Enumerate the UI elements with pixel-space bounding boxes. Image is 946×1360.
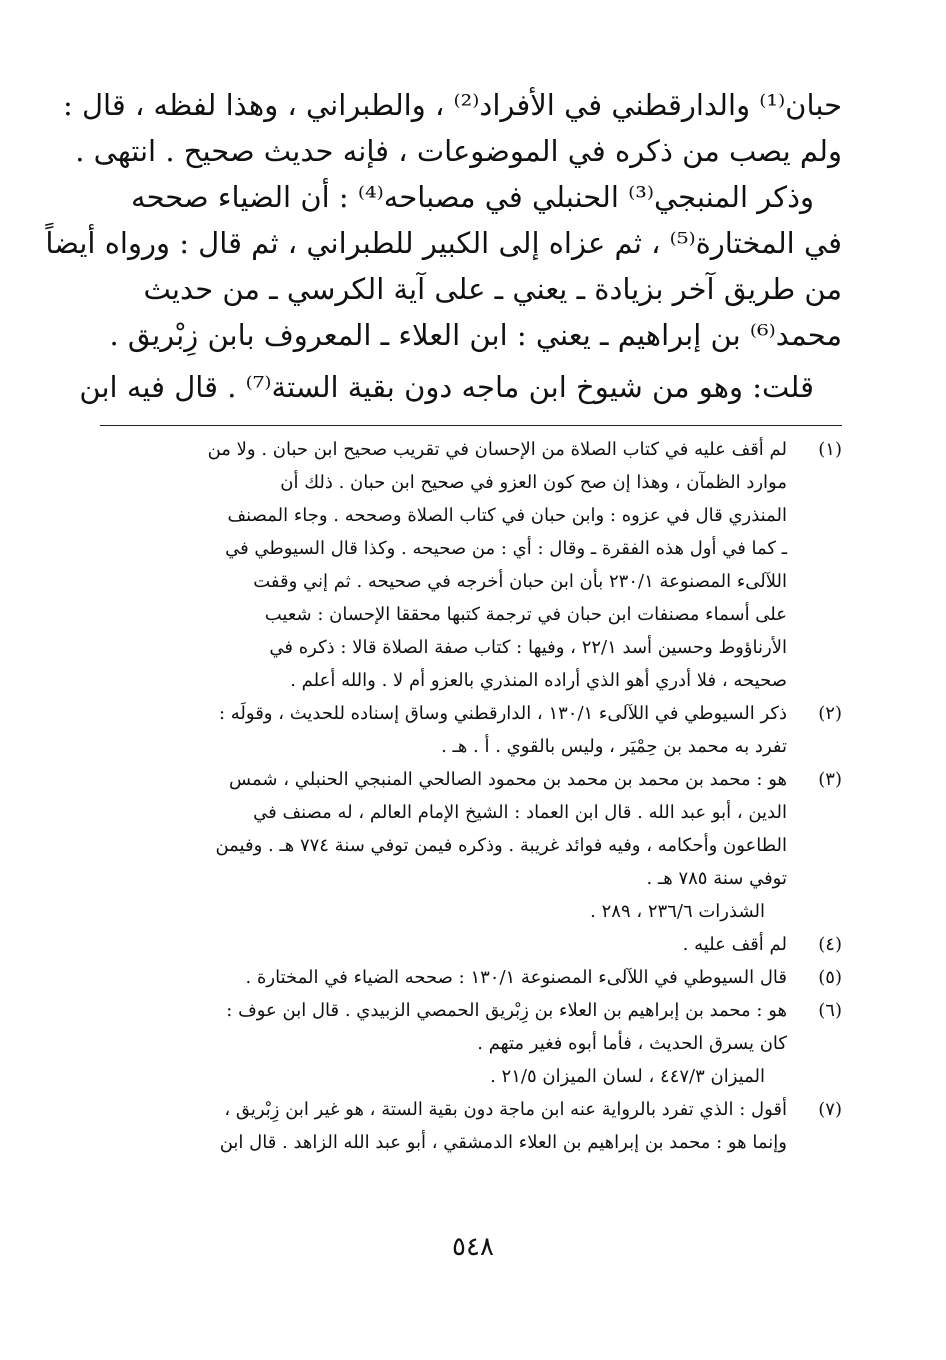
- footnotes: [100, 433, 842, 1159]
- footnote-separator: [100, 425, 842, 426]
- footnote-line: كان يسرق الحديث ، فأما أبوه فغير متهم .: [477, 1033, 787, 1054]
- footnote-line: هو : محمد بن إبراهيم بن العلاء بن زِبْريق الحمصي الزبيدي . قال ابن عوف :: [226, 1000, 787, 1021]
- footnote: [100, 1093, 842, 1159]
- footnote-line: صحيحه ، فلا أدري أهو الذي أراده المنذري بالعزو أم لا . والله أعلم .: [290, 670, 787, 691]
- main-text-block: [45, 82, 842, 410]
- footnote: [100, 928, 842, 961]
- footnote-number: (٧): [818, 1099, 842, 1120]
- footnote: [100, 433, 842, 697]
- footnote-line: الأرناؤوط وحسين أسد ٢٢/١ ، وفيها : كتاب صفة الصلاة قالا : ذكره في: [269, 637, 787, 658]
- main-text-line: محمد⁽⁶⁾ بن إبراهيم ـ يعني : ابن العلاء ـ المعروف بابن زِبْريق .: [109, 318, 842, 352]
- footnote-line: موارد الظمآن ، وهذا إن صح كون العزو في صحيح ابن حبان . ذلك أن: [280, 472, 787, 493]
- footnote: [100, 994, 842, 1093]
- footnote-line: تفرد به محمد بن حِمْيَر ، وليس بالقوي . أ . هـ .: [441, 736, 787, 757]
- footnote-number: (٦): [818, 1000, 842, 1021]
- footnote-line: توفي سنة ٧٨٥ هـ .: [646, 868, 787, 889]
- footnote-line: ـ كما في أول هذه الفقرة ـ وقال : أي : من صحيحه . وكذا قال السيوطي في: [225, 538, 787, 559]
- footnote-line: أقول : الذي تفرد بالرواية عنه ابن ماجة دون بقية الستة ، هو غير ابن زِبْريق ،: [224, 1099, 787, 1120]
- footnote-line: هو : محمد بن محمد بن محمد بن محمود الصالحي المنبجي الحنبلي ، شمس: [229, 769, 787, 790]
- main-text-line: في المختارة⁽⁵⁾ ، ثم عزاه إلى الكبير للطبراني ، ثم قال : ورواه أيضاً: [45, 226, 842, 260]
- footnote-number: (٣): [818, 769, 842, 790]
- main-text-line: من طريق آخر بزيادة ـ يعني ـ على آية الكرسي ـ من حديث: [143, 272, 842, 306]
- footnote-line: لم أقف عليه .: [682, 934, 787, 955]
- footnote-line: قال السيوطي في اللآلىء المصنوعة ١٣٠/١ : صححه الضياء في المختارة .: [245, 967, 787, 988]
- footnote-line: وإنما هو : محمد بن إبراهيم بن العلاء الدمشقي ، أبو عبد الله الزاهد . قال ابن: [219, 1132, 787, 1153]
- footnote-line: لم أقف عليه في كتاب الصلاة من الإحسان في تقريب صحيح ابن حبان . ولا من: [207, 439, 787, 460]
- footnote-reference: الميزان ٤٤٧/٣ ، لسان الميزان ٢١/٥ .: [490, 1066, 765, 1087]
- main-text-line: حبان⁽¹⁾ والدارقطني في الأفراد⁽²⁾ ، والطبراني ، وهذا لفظه ، قال :: [63, 88, 842, 122]
- footnote-line: اللآلىء المصنوعة ٢٣٠/١ بأن ابن حبان أخرجه في صحيحه . ثم إني وقفت: [253, 571, 787, 592]
- footnote-number: (٤): [818, 934, 842, 955]
- page-number: ٥٤٨: [452, 1232, 494, 1262]
- footnote-number: (١): [818, 439, 842, 460]
- footnote-number: (٥): [818, 967, 842, 988]
- main-text-line: ولم يصب من ذكره في الموضوعات ، فإنه حديث صحيح . انتهى .: [75, 134, 842, 168]
- footnote-line: ذكر السيوطي في اللآلىء ١٣٠/١ ، الدارقطني وساق إسناده للحديث ، وقولَه :: [218, 703, 787, 724]
- main-text-line: قلت: وهو من شيوخ ابن ماجه دون بقية الستة⁽⁷⁾ . قال فيه ابن: [79, 370, 814, 404]
- main-text-line: وذكر المنبجي⁽³⁾ الحنبلي في مصباحه⁽⁴⁾ : أن الضياء صححه: [131, 180, 814, 214]
- footnote-line: الدين ، أبو عبد الله . قال ابن العماد : الشيخ الإمام العالم ، له مصنف في: [253, 802, 787, 823]
- footnote-line: المنذري قال في عزوه : وابن حبان في كتاب الصلاة وصححه . وجاء المصنف: [227, 505, 787, 526]
- footnote: [100, 961, 842, 994]
- footnote: [100, 763, 842, 928]
- footnote: [100, 697, 842, 763]
- footnote-line: على أسماء مصنفات ابن حبان في ترجمة كتبها محققا الإحسان : شعيب: [264, 604, 787, 625]
- footnote-line: الطاعون وأحكامه ، وفيه فوائد غريبة . وذكره فيمن توفي سنة ٧٧٤ هـ . وفيمن: [215, 835, 787, 856]
- footnote-number: (٢): [818, 703, 842, 724]
- footnote-reference: الشذرات ٢٣٦/٦ ، ٢٨٩ .: [590, 901, 765, 922]
